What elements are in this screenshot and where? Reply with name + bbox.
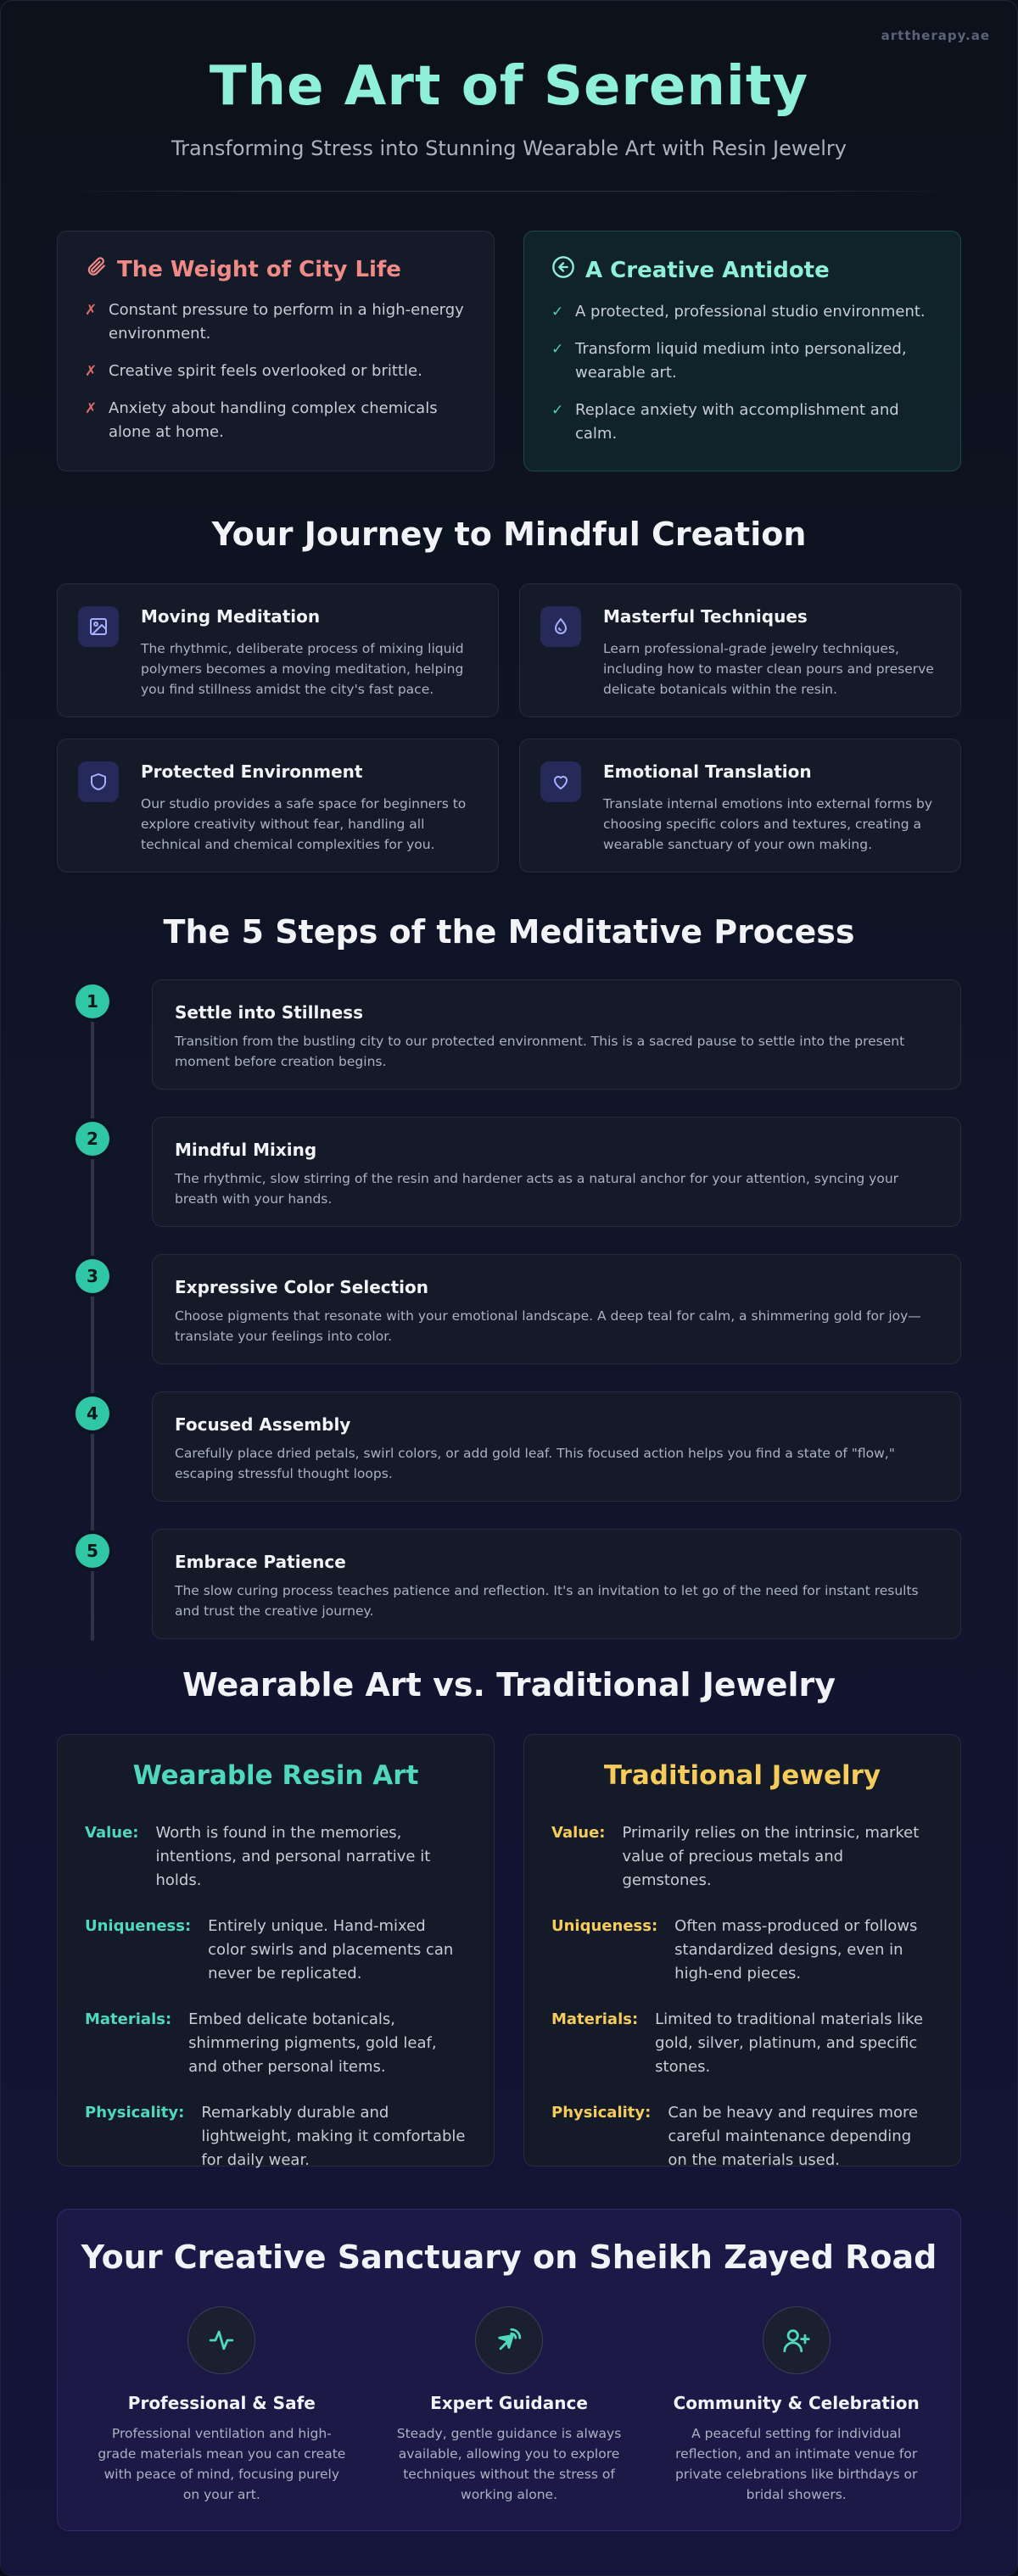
step-title: Embrace Patience	[175, 1552, 346, 1572]
compare-row: Value: Primarily relies on the intrinsic, market value of precious metals and gemstones.	[551, 1824, 920, 1889]
sanctuary-feature-desc: A peaceful setting for individual reflection, and an intimate venue for private celebrations like birthdays or bridal showers.	[675, 2426, 918, 2502]
heart-icon	[540, 761, 581, 802]
sanctuary-feature	[652, 2306, 940, 2505]
check-icon: ✓	[551, 341, 564, 358]
steps-heading: The 5 Steps of the Meditative Process	[163, 913, 855, 951]
journey-card-title: Moving Meditation	[141, 606, 321, 627]
journey-card-desc: Our studio provides a safe space for beginners to explore creativity without fear, handling all technical and chemical complexities for you.	[141, 796, 467, 852]
step-card	[152, 1391, 961, 1502]
step-desc: Choose pigments that resonate with your emotional landscape. A deep teal for calm, a shimmering gold for joy—translate your feelings into color.	[175, 1308, 921, 1344]
step-item	[69, 1529, 961, 1639]
resin-art-title: Wearable Resin Art	[132, 1760, 419, 1791]
solution-list	[551, 300, 933, 446]
sanctuary-features	[78, 2306, 940, 2505]
compare-row: Uniqueness: Entirely unique. Hand-mixed color swirls and placements can never be replicated.	[85, 1917, 454, 1982]
compare-heading: Wearable Art vs. Traditional Jewelry	[182, 1666, 836, 1703]
step-number: 1	[76, 984, 109, 1018]
problem-header	[85, 255, 467, 283]
step-number: 5	[76, 1534, 109, 1568]
x-icon: ✗	[85, 400, 98, 417]
journey-card	[57, 739, 499, 873]
problem-list	[85, 298, 467, 444]
step-item	[69, 1391, 961, 1502]
step-number: 4	[76, 1397, 109, 1430]
traditional-jewelry-title: Traditional Jewelry	[603, 1760, 881, 1791]
paperclip-icon	[85, 255, 107, 283]
step-item	[69, 1117, 961, 1227]
resin-art-card	[57, 1734, 495, 2169]
list-item: ✗ Anxiety about handling complex chemicals alone at home.	[85, 397, 467, 444]
comparison	[57, 1734, 961, 2169]
step-title: Expressive Color Selection	[175, 1277, 429, 1297]
compare-row: Physicality: Can be heavy and requires more careful maintenance depending on the materials used.	[551, 2104, 919, 2169]
list-item: ✗ Constant pressure to perform in a high-energy environment.	[85, 298, 467, 346]
journey-card-title: Masterful Techniques	[603, 606, 808, 627]
journey-card	[519, 583, 961, 717]
step-desc: The slow curing process teaches patience and reflection. It's an invitation to let go of the need for instant results and trust the creative journey.	[175, 1583, 919, 1619]
problem-solution	[57, 231, 961, 471]
check-icon: ✓	[551, 304, 564, 321]
arrow-circle-icon	[551, 255, 575, 285]
journey-grid	[57, 583, 961, 873]
sanctuary-feature-title: Expert Guidance	[430, 2393, 588, 2413]
step-item	[69, 1254, 961, 1364]
compare-row: Materials: Limited to traditional materials like gold, silver, platinum, and specific stones.	[551, 2010, 924, 2076]
page-title: The Art of Serenity	[209, 55, 809, 118]
problem-card	[57, 231, 495, 471]
step-card	[152, 1254, 961, 1364]
brand-watermark: arttherapy.ae	[881, 28, 990, 43]
sanctuary-feature-desc: Professional ventilation and high-grade materials mean you can create with peace of mind, focusing purely on your art.	[98, 2426, 346, 2502]
step-card	[152, 1117, 961, 1227]
pointer-icon	[475, 2306, 543, 2374]
solution-header	[551, 255, 933, 285]
solution-title: A Creative Antidote	[585, 257, 830, 283]
journey-card-desc: Learn professional-grade jewelry techniques, including how to master clean pours and preserve delicate botanicals within the resin.	[603, 641, 934, 697]
traditional-jewelry-card	[523, 1734, 961, 2169]
step-number: 3	[76, 1259, 109, 1293]
step-desc: The rhythmic, slow stirring of the resin and hardener acts as a natural anchor for your attention, syncing your breath with your hands.	[175, 1171, 899, 1207]
step-title: Settle into Stillness	[175, 1002, 363, 1023]
journey-heading: Your Journey to Mindful Creation	[211, 516, 807, 553]
hero	[1, 1, 1017, 160]
page-subtitle: Transforming Stress into Stunning Wearable Art with Resin Jewelry	[171, 137, 847, 160]
shield-icon	[78, 761, 119, 802]
drop-icon	[540, 606, 581, 647]
sanctuary-feature	[366, 2306, 653, 2505]
list-item: ✗ Creative spirit feels overlooked or brittle.	[85, 360, 467, 383]
step-desc: Transition from the bustling city to our protected environment. This is a sacred pause to settle into the present moment before creation begins.	[175, 1034, 905, 1069]
step-card	[152, 1529, 961, 1639]
compare-row: Physicality: Remarkably durable and lightweight, making it comfortable for daily wear.	[85, 2104, 466, 2169]
journey-card-desc: Translate internal emotions into external forms by choosing specific colors and textures, creating a wearable sanctuary of your own making.	[603, 796, 932, 852]
sanctuary-heading: Your Creative Sanctuary on Sheikh Zayed Road	[81, 2239, 937, 2276]
divider	[57, 191, 961, 192]
list-item: ✓ Replace anxiety with accomplishment and calm.	[551, 399, 933, 446]
list-item: ✓ Transform liquid medium into personalized, wearable art.	[551, 337, 933, 385]
sanctuary-feature-title: Professional & Safe	[127, 2393, 316, 2413]
step-number: 2	[76, 1122, 109, 1156]
journey-card-desc: The rhythmic, deliberate process of mixing liquid polymers becomes a moving meditation, helping you find stillness amidst the city's fast pace.	[141, 641, 464, 697]
x-icon: ✗	[85, 302, 98, 319]
journey-card	[57, 583, 499, 717]
solution-card	[523, 231, 961, 471]
sanctuary-panel	[57, 2209, 961, 2531]
compare-row: Materials: Embed delicate botanicals, shimmering pigments, gold leaf, and other personal items.	[85, 2010, 437, 2076]
image-icon	[78, 606, 119, 647]
problem-title: The Weight of City Life	[117, 256, 401, 282]
compare-row: Uniqueness: Often mass-produced or follows standardized designs, even in high-end pieces.	[551, 1917, 918, 1982]
step-desc: Carefully place dried petals, swirl colors, or add gold leaf. This focused action helps you find a state of "flow," escaping stressful thought loops.	[175, 1446, 895, 1481]
step-card	[152, 979, 961, 1090]
list-item: ✓ A protected, professional studio environment.	[551, 300, 933, 324]
sanctuary-feature	[78, 2306, 366, 2505]
step-title: Mindful Mixing	[175, 1140, 317, 1160]
step-title: Focused Assembly	[175, 1414, 351, 1435]
compare-row: Value: Worth is found in the memories, intentions, and personal narrative it holds.	[85, 1824, 431, 1889]
sanctuary-feature-desc: Steady, gentle guidance is always available, allowing you to explore techniques without the stress of working alone.	[396, 2426, 622, 2502]
journey-card	[519, 739, 961, 873]
sanctuary-feature-title: Community & Celebration	[673, 2393, 920, 2413]
user-plus-icon	[763, 2306, 831, 2374]
step-item	[69, 979, 961, 1090]
journey-card-title: Protected Environment	[141, 761, 363, 782]
journey-card-title: Emotional Translation	[603, 761, 812, 782]
x-icon: ✗	[85, 363, 98, 380]
pulse-icon	[187, 2306, 255, 2374]
check-icon: ✓	[551, 402, 564, 419]
steps-timeline	[69, 979, 961, 1639]
